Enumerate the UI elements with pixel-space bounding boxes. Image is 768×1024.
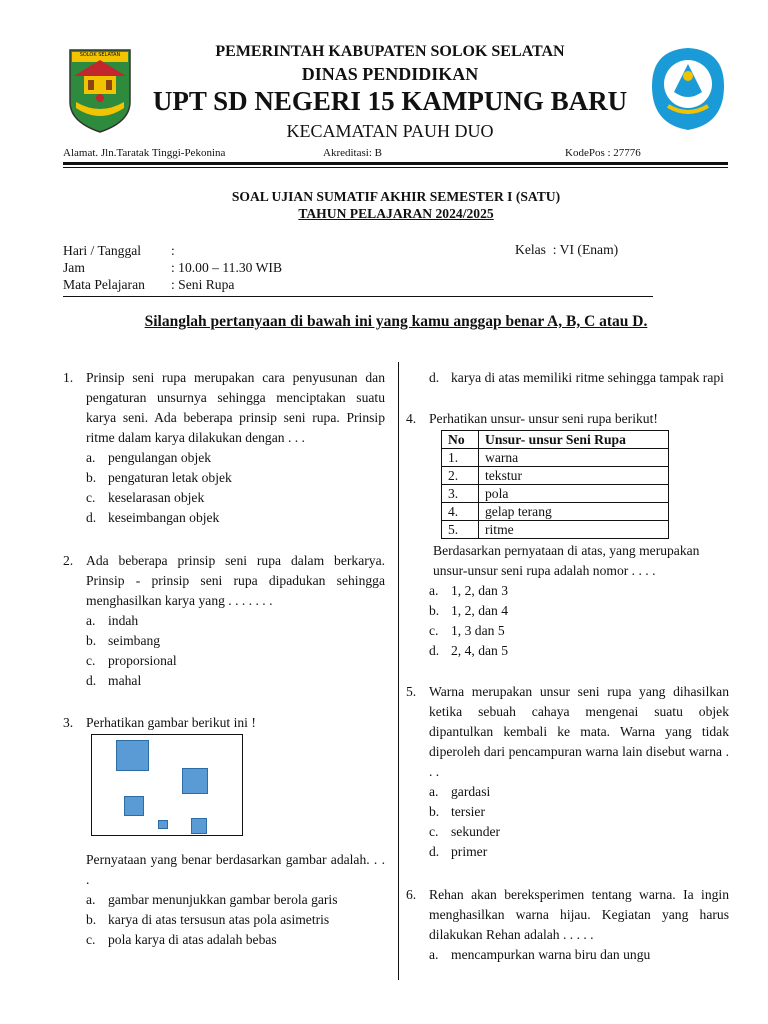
option-b[interactable]: b. seimbang — [86, 633, 161, 648]
table-row: 5. ritme — [442, 521, 669, 539]
table-row: 1. warna — [442, 449, 669, 467]
question-text: Perhatikan gambar berikut ini ! — [86, 715, 256, 730]
question-text: Perhatikan unsur- unsur seni rupa berikut! — [429, 411, 658, 426]
exam-class-label: Kelas — [515, 242, 546, 257]
option-d[interactable]: d. 2, 4, dan 5 — [429, 643, 509, 658]
header-school: UPT SD NEGERI 15 KAMPUNG BARU — [152, 86, 628, 116]
pattern-square — [182, 768, 208, 794]
tut-wuri-handayani-logo — [650, 46, 726, 132]
header-divider-thin — [63, 167, 728, 168]
option-a[interactable]: a. gardasi — [429, 784, 491, 799]
option-a[interactable]: a. indah — [86, 613, 139, 628]
pattern-square — [116, 740, 149, 771]
question-4 — [406, 409, 729, 429]
option-c[interactable]: c. keselarasan objek — [86, 490, 205, 505]
question-statement: Berdasarkan pernyataan di atas, yang merupakan unsur-unsur seni rupa adalah nomor . . . . — [433, 543, 700, 578]
column-divider — [398, 362, 399, 980]
unsur-table: No Unsur- unsur Seni Rupa 1. warna 2. tekstur 3. pola 4. gelap terang 5. ritme — [441, 430, 669, 539]
question-3-option-d-continued — [406, 368, 729, 388]
question-3 — [63, 713, 385, 733]
option-b[interactable]: b. tersier — [429, 804, 485, 819]
question-6 — [406, 885, 729, 965]
option-b[interactable]: b. pengaturan letak objek — [86, 470, 232, 485]
pattern-square — [191, 818, 207, 834]
question-number: 3. — [63, 715, 74, 730]
exam-info-row-day: Hari / Tanggal : — [63, 243, 175, 258]
option-d[interactable]: d. mahal — [86, 673, 142, 688]
pattern-square — [124, 796, 144, 816]
option-c[interactable]: c. sekunder — [429, 824, 501, 839]
pattern-square — [158, 820, 168, 829]
question-text: Warna merupakan unsur seni rupa yang dihasilkan ketika sebuah cahaya mengenai suatu objek dipantulkan kembali ke mata. Warna yang tidak diperoleh dari pencampuran warna lain disebut warna . . . — [429, 684, 729, 779]
table-row: 3. pola — [442, 485, 669, 503]
question-text: Prinsip seni rupa merupakan cara penyusunan dan pengaturan unsurnya sehingga menciptakan suatu karya seni. Ada beberapa prinsip seni rupa. Prinsip ritme dalam karya dilakukan dengan . . . — [86, 370, 385, 445]
option-b[interactable]: b. karya di atas tersusun atas pola asimetris — [86, 912, 330, 927]
header-address: Alamat. Jln.Taratak Tinggi-Pekonina — [63, 147, 226, 159]
option-c[interactable]: c. 1, 3 dan 5 — [429, 623, 505, 638]
question-1 — [63, 368, 385, 528]
exam-year: TAHUN PELAJARAN 2024/2025 — [298, 206, 494, 221]
exam-info-row-time: Jam : 10.00 – 11.30 WIB — [63, 260, 283, 275]
header-agency: DINAS PENDIDIKAN — [301, 64, 479, 84]
header-accreditation: Akreditasi: B — [323, 147, 382, 159]
question-statement: Pernyataan yang benar berdasarkan gambar adalah. . . . — [86, 852, 385, 887]
question-4-continued — [406, 541, 729, 661]
question-2 — [63, 551, 385, 691]
header-government: PEMERINTAH KABUPATEN SOLOK SELATAN — [215, 43, 565, 60]
question-number: 1. — [63, 370, 74, 385]
header-district: KECAMATAN PAUH DUO — [286, 121, 494, 141]
exam-info — [63, 242, 282, 293]
info-divider — [63, 296, 653, 297]
question-text: Rehan akan bereksperimen tentang warna. Ia ingin menghasilkan warna hijau. Kegiatan yang harus dilakukan Rehan adalah . . . . . — [429, 887, 729, 942]
question-number: 2. — [63, 553, 74, 568]
exam-info-row-subject: Mata Pelajaran : Seni Rupa — [63, 277, 235, 292]
option-c[interactable]: c. proporsional — [86, 653, 177, 668]
option-c[interactable]: c. pola karya di atas adalah bebas — [86, 932, 277, 947]
question-number: 4. — [406, 411, 417, 426]
exam-class — [515, 242, 618, 258]
option-d[interactable]: d. primer — [429, 844, 488, 859]
option-a[interactable]: a. mencampurkan warna biru dan ungu — [429, 947, 651, 962]
option-a[interactable]: a. 1, 2, dan 3 — [429, 583, 509, 598]
option-d[interactable]: d. keseimbangan objek — [86, 510, 220, 525]
option-d[interactable]: d. karya di atas memiliki ritme sehingga tampak rapi — [429, 370, 724, 385]
instruction: Silanglah pertanyaan di bawah ini yang kamu anggap benar A, B, C atau D. — [144, 313, 648, 330]
option-b[interactable]: b. 1, 2, dan 4 — [429, 603, 509, 618]
question-number: 6. — [406, 887, 417, 902]
pattern-figure — [91, 734, 243, 836]
regency-logo-banner: SOLOK SELATAN — [79, 52, 121, 58]
option-a[interactable]: a. pengulangan objek — [86, 450, 212, 465]
question-text: Ada beberapa prinsip seni rupa dalam berkarya. Prinsip - prinsip seni rupa dipadukan sehingga menghasilkan karya yang . . . . . . . — [86, 553, 385, 608]
table-row: 2. tekstur — [442, 467, 669, 485]
header-divider-thick — [63, 162, 728, 165]
question-5 — [406, 682, 729, 862]
header-postcode: KodePos : 27776 — [565, 147, 641, 159]
option-a[interactable]: a. gambar menunjukkan gambar berola garis — [86, 892, 338, 907]
question-number: 5. — [406, 684, 417, 699]
question-3-continued — [63, 850, 385, 950]
exam-title: SOAL UJIAN SUMATIF AKHIR SEMESTER I (SATU) — [231, 189, 561, 204]
exam-class-value: : VI (Enam) — [552, 242, 619, 257]
table-row: 4. gelap terang — [442, 503, 669, 521]
